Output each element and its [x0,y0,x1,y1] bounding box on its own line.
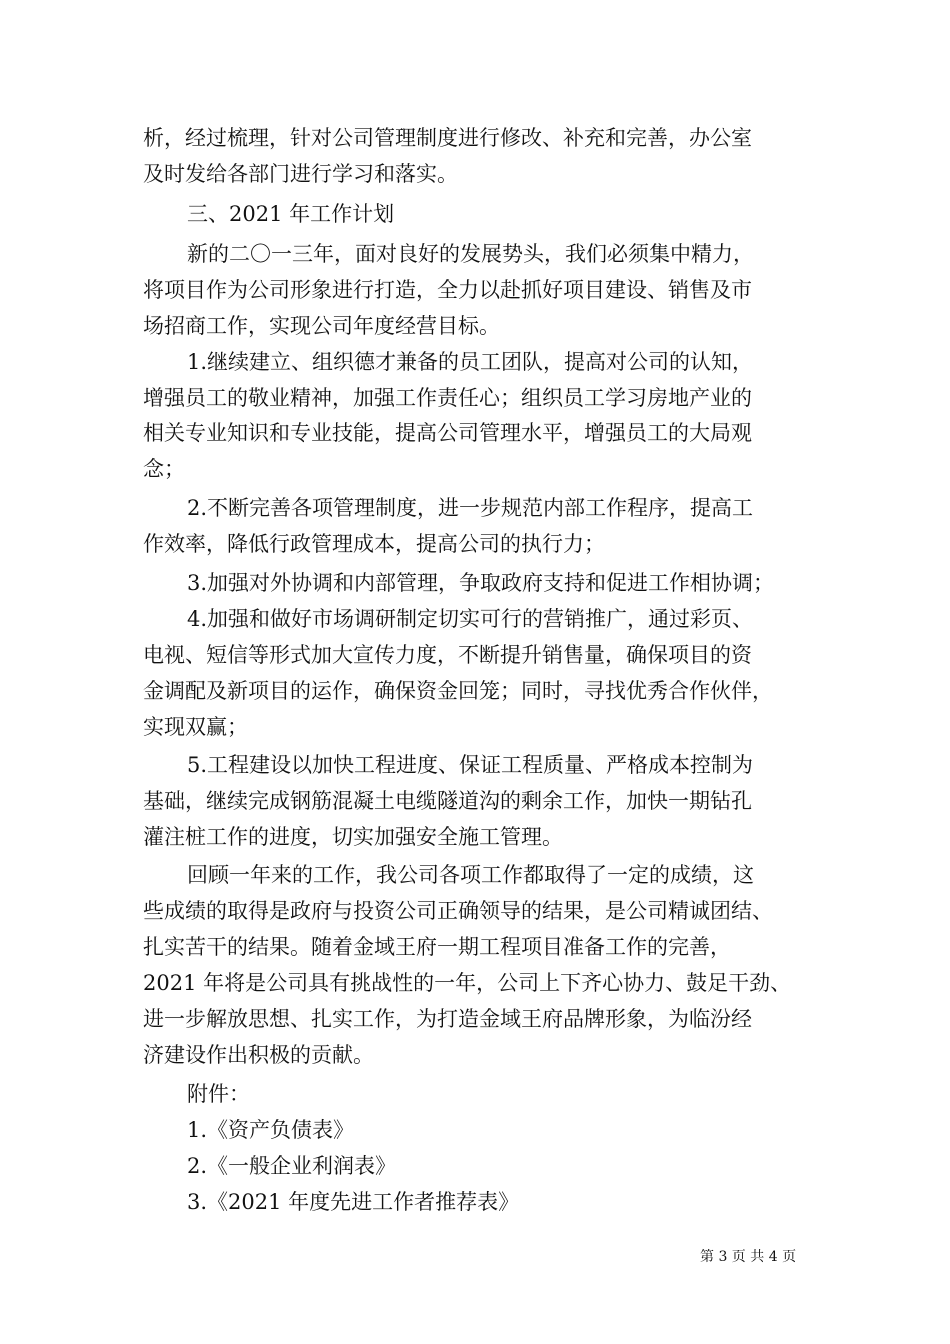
text-line: 实现双赢； [143,715,248,739]
attachment-item: 1.《资产负债表》 [187,1118,355,1142]
list-item: 5.工程建设以加快工程进度、保证工程质量、严格成本控制为 [187,753,754,777]
attachment-item: 3.《2021 年度先进工作者推荐表》 [187,1190,520,1214]
list-item: 1.继续建立、组织德才兼备的员工团队，提高对公司的认知， [187,350,754,374]
text-line: 些成绩的取得是政府与投资公司正确领导的结果，是公司精诚团结、 [143,899,773,923]
text-line: 扎实苦干的结果。随着金域王府一期工程项目准备工作的完善， [143,935,731,959]
text-line: 回顾一年来的工作，我公司各项工作都取得了一定的成绩，这 [187,863,754,887]
text-line: 作效率，降低行政管理成本，提高公司的执行力； [143,532,605,556]
text-line: 将项目作为公司形象进行打造，全力以赴抓好项目建设、销售及市 [143,278,752,302]
text-line: 电视、短信等形式加大宣传力度，不断提升销售量，确保项目的资 [143,643,752,667]
page-footer: 第 3 页 共 4 页 [700,1249,797,1265]
text-line: 济建设作出积极的贡献。 [143,1043,374,1067]
text-line: 念； [143,457,185,481]
text-line: 灌注桩工作的进度，切实加强安全施工管理。 [143,825,563,849]
text-line: 增强员工的敬业精神，加强工作责任心；组织员工学习房地产业的 [143,386,752,410]
text-line: 析，经过梳理，针对公司管理制度进行修改、补充和完善，办公室 [143,126,752,150]
text-line: 金调配及新项目的运作，确保资金回笼；同时，寻找优秀合作伙伴， [143,679,773,703]
attachments-label: 附件： [187,1082,250,1106]
text-line: 新的二〇一三年，面对良好的发展势头，我们必须集中精力， [187,242,754,266]
text-line: 相关专业知识和专业技能，提高公司管理水平，增强员工的大局观 [143,421,752,445]
list-item: 2.不断完善各项管理制度，进一步规范内部工作程序，提高工 [187,496,754,520]
text-line: 进一步解放思想、扎实工作，为打造金域王府品牌形象，为临汾经 [143,1007,752,1031]
section-heading: 三、2021 年工作计划 [187,202,395,226]
list-item: 4.加强和做好市场调研制定切实可行的营销推广，通过彩页、 [187,607,754,631]
text-line: 2021 年将是公司具有挑战性的一年，公司上下齐心协力、鼓足干劲、 [143,971,792,995]
text-line: 场招商工作，实现公司年度经营目标。 [143,314,500,338]
list-item: 3.加强对外协调和内部管理，争取政府支持和促进工作相协调； [187,571,775,595]
text-line: 基础，继续完成钢筋混凝土电缆隧道沟的剩余工作，加快一期钻孔 [143,789,752,813]
text-line: 及时发给各部门进行学习和落实。 [143,162,458,186]
attachment-item: 2.《一般企业利润表》 [187,1154,397,1178]
